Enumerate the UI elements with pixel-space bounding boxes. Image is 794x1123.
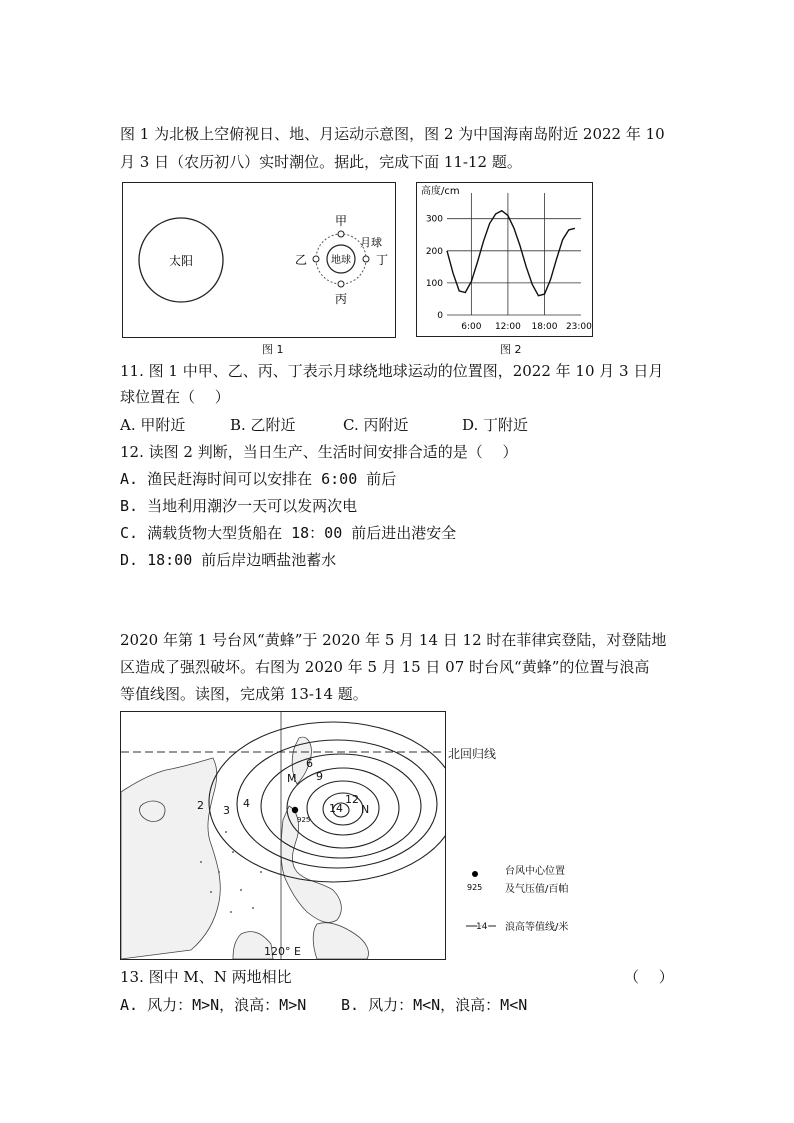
contour-label-14: 14 — [329, 802, 343, 815]
mainland-coast — [121, 758, 220, 959]
x-tick-label: 12:00 — [494, 322, 521, 332]
q13-option-a[interactable]: A. 风力：M>N，浪高：M>N — [120, 996, 307, 1014]
q12-option-a[interactable]: A. 渔民赶海时间可以安排在 6:00 前后 — [120, 470, 397, 488]
q11-stem-line2: 球位置在（ ） — [120, 388, 230, 406]
q12-stem: 12. 读图 2 判断，当日生产、生活时间安排合适的是（ ） — [120, 443, 518, 461]
intro1-line2: 月 3 日（农历初八）实时潮位。据此，完成下面 11-12 题。 — [120, 153, 522, 171]
typhoon-pressure-label: 925 — [297, 816, 311, 824]
q13-bracket: （ ） — [624, 968, 674, 986]
contour-label-12: 12 — [345, 793, 359, 806]
x-tick-label: 18:00 — [531, 322, 558, 332]
intro2-line2: 区造成了强烈破坏。右图为 2020 年 5 月 15 日 07 时台风“黄蜂”的位置与浪高 — [120, 658, 650, 676]
typhoon-center-marker — [292, 807, 298, 813]
intro1-line1: 图 1 为北极上空俯视日、地、月运动示意图，图 2 为中国海南岛附近 2022 年 10 — [120, 125, 665, 143]
intro2-line3: 等值线图。读图，完成第 13-14 题。 — [120, 685, 368, 703]
q11-stem-line1: 11. 图 1 中甲、乙、丙、丁表示月球绕地球运动的位置图，2022 年 10 月 3 日月 — [120, 362, 664, 380]
moon-position-jia — [338, 231, 344, 237]
southern-islands — [313, 923, 368, 959]
intro2-line1: 2020 年第 1 号台风“黄蜂”于 2020 年 5 月 14 日 12 时在菲律宾登陆，对登陆地 — [120, 631, 667, 649]
label-moon: 月球 — [360, 236, 382, 249]
moon-position-yi — [313, 256, 319, 262]
longitude-label: 120° E — [264, 945, 301, 958]
y-tick-label: 200 — [425, 246, 443, 257]
contour-label-4: 4 — [243, 797, 250, 810]
label-yi: 乙 — [294, 253, 308, 267]
figure-2 — [416, 182, 593, 337]
figure-1-caption: 图 1 — [262, 343, 284, 356]
earth-label: 地球 — [331, 255, 351, 266]
x-tick-label: 6:00 — [461, 322, 482, 332]
q11-option-d[interactable]: D. 丁附近 — [462, 416, 529, 434]
sun-label: 太阳 — [168, 254, 194, 268]
legend-center-text1: 台风中心位置 — [505, 866, 565, 877]
q12-option-c[interactable]: C. 满载货物大型货船在 18：00 前后进出港安全 — [120, 524, 457, 542]
tropic-label: 北回归线 — [448, 747, 497, 761]
luzon-island — [281, 806, 341, 922]
contour-label-3: 3 — [223, 804, 230, 817]
q11-option-c[interactable]: C. 丙附近 — [343, 416, 409, 434]
map-legend — [466, 860, 626, 940]
q12-option-d[interactable]: D. 18:00 前后岸边晒盐池蓄水 — [120, 551, 337, 569]
q13-stem: 13. 图中 M、N 两地相比 — [120, 968, 292, 986]
typhoon-map — [120, 711, 446, 960]
figure-1-diagram — [123, 183, 395, 337]
contour-label-9: 9 — [316, 770, 323, 783]
x-tick-label: 23:00 — [565, 322, 592, 332]
label-jia: 甲 — [334, 214, 348, 228]
q11-option-b[interactable]: B. 乙附近 — [230, 416, 296, 434]
legend-line-text: 浪高等值线/米 — [505, 922, 569, 933]
contour-label-2: 2 — [197, 799, 204, 812]
contour-label-6: 6 — [306, 757, 313, 770]
point-n-label: N — [361, 803, 370, 816]
tide-chart — [417, 183, 592, 336]
figure-1 — [122, 182, 396, 338]
y-tick-label: 0 — [437, 311, 443, 321]
q11-option-a[interactable]: A. 甲附近 — [120, 416, 186, 434]
q12-option-b[interactable]: B. 当地利用潮汐一天可以发两次电 — [120, 497, 358, 515]
y-tick-label: 100 — [425, 278, 443, 289]
label-ding: 丁 — [375, 253, 389, 267]
moon-position-bing — [338, 281, 344, 287]
legend-center-value: 925 — [467, 883, 483, 892]
y-axis-label: 高度/cm — [421, 186, 460, 197]
legend-center-text2: 及气压值/百帕 — [505, 884, 569, 895]
moon-position-ding — [363, 256, 369, 262]
y-tick-label: 300 — [425, 214, 443, 225]
legend-center-icon — [472, 871, 478, 877]
q13-option-b[interactable]: B. 风力：M<N，浪高：M<N — [341, 996, 528, 1014]
figure-2-caption: 图 2 — [500, 343, 522, 356]
typhoon-map-svg — [121, 712, 445, 959]
point-m-label: M — [287, 772, 297, 785]
label-bing: 丙 — [334, 292, 348, 306]
legend-line-value: 14 — [476, 922, 488, 932]
